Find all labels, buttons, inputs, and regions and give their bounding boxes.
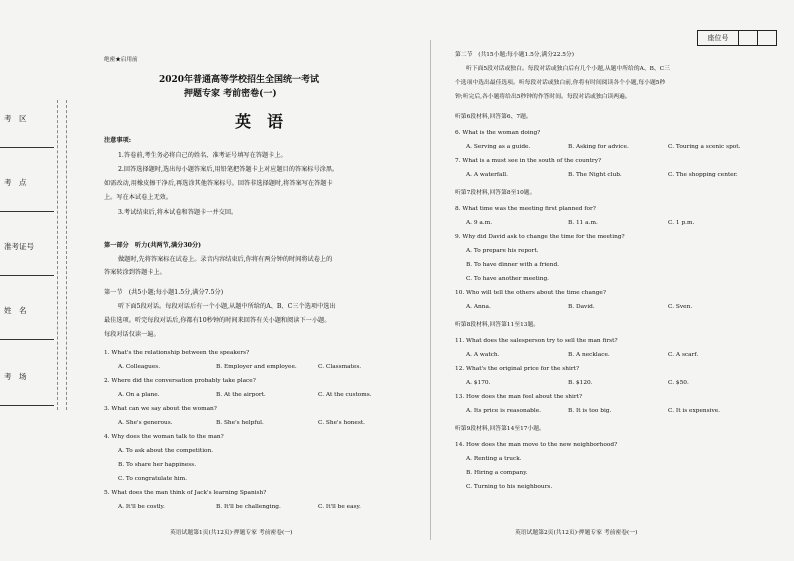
option-a: A. Colleagues. (118, 364, 161, 370)
option-a: A. $170. (466, 380, 491, 386)
question: 11. What does the salesperson try to sell the man first? (455, 338, 618, 344)
option-a: A. Its price is reasonable. (466, 408, 541, 414)
binding-line (66, 100, 67, 410)
exam-room-label: 考 场 (4, 372, 27, 381)
section2-desc: 个选项中选出最佳选项。听每段对话或独白前,你将有时间阅读各个小题,每小题5秒 (455, 80, 666, 86)
option-a: A. Renting a truck. (466, 456, 522, 462)
option-c: C. Touring a scenic spot. (668, 144, 741, 150)
option-a: A. She's generous. (118, 420, 173, 426)
option-a: A. To ask about the competition. (118, 448, 214, 454)
option-a: A. A waterfall. (466, 172, 509, 178)
question: 10. Who will tell the others about the time change? (455, 290, 606, 296)
binding-line (57, 100, 58, 410)
notice-item-2-cont: 上。写在本试卷上无效。 (104, 194, 173, 201)
option-b: B. It is too big. (568, 408, 612, 414)
option-c: C. Sven. (668, 304, 693, 310)
page-footer-left: 英语试题第1页(共12页)·押题专家 考前密卷(一) (170, 530, 293, 536)
material-intro: 听第6段材料,回答第6、7题。 (455, 114, 532, 120)
exam-subtitle: 押题专家 考前密卷(一) (184, 89, 277, 99)
section1-desc: 听下面5段对话。每段对话后有一个小题,从题中所给的A、B、C三个选项中选出 (118, 303, 336, 310)
exam-area-line (0, 147, 54, 148)
option-b: B. She's helpful. (216, 420, 264, 426)
exam-title: 2020年普通高等学校招生全国统一考试 (159, 75, 320, 85)
option-b: B. It'll be challenging. (216, 504, 281, 510)
option-b: B. 11 a.m. (568, 220, 598, 226)
section2-desc: 钟;听完后,各小题将给出5秒钟的作答时间。每段对话或独白读两遍。 (455, 94, 631, 100)
name-line (0, 339, 54, 340)
name-label: 姓 名 (4, 306, 27, 315)
option-c: C. A scarf. (668, 352, 699, 358)
option-a: A. To prepare his report. (466, 248, 539, 254)
option-b: B. Hiring a company. (466, 470, 528, 476)
notice-item-1: 1.答卷前,考生务必将自己的姓名、准考证号填写在答题卡上。 (118, 152, 287, 159)
section2-heading: 第二节 (共15小题;每小题1.5分,满分22.5分) (455, 52, 574, 58)
question: 9. Why did David ask to change the time for the meeting? (455, 234, 625, 240)
question: 6. What is the woman doing? (455, 130, 541, 136)
seat-number-label: 座位号 (698, 31, 739, 45)
notice-heading: 注意事项: (104, 137, 132, 144)
ticket-number-label: 准考证号 (4, 242, 34, 251)
section1-desc: 每段对话仅读一遍。 (104, 331, 160, 338)
option-b: B. To share her happiness. (118, 462, 197, 468)
seat-number-box (697, 30, 777, 46)
option-b: B. Asking for advice. (568, 144, 629, 150)
section1-heading: 第一节 (共5小题;每小题1.5分,满分7.5分) (104, 289, 224, 296)
candidate-info-strip (0, 105, 54, 407)
part1-desc: 做题时,先将答案标在试卷上。录音内容结束后,你将有两分钟的时间将试卷上的 (118, 256, 333, 263)
notice-item-2: 2.回答选择题时,选出每小题答案后,用铅笔把答题卡上对应题目的答案标号涂黑。 (118, 166, 339, 173)
seat-number-cell (739, 31, 758, 45)
question: 14. How does the man move to the new neighborhood? (455, 442, 618, 448)
page-footer-right: 英语试题第2页(共12页)·押题专家 考前密卷(一) (515, 530, 638, 536)
exam-area-label: 考 区 (4, 114, 27, 123)
option-c: C. It'll be easy. (318, 504, 361, 510)
exam-site-label: 考 点 (4, 178, 27, 187)
part1-heading: 第一部分 听力(共两节,满分30分) (104, 242, 202, 249)
seat-number-cell (758, 31, 776, 45)
question-5: 5. What does the man think of Jack's learning Spanish? (104, 490, 267, 496)
question: 13. How does the man feel about the shirt? (455, 394, 583, 400)
option-b: B. David. (568, 304, 595, 310)
section2-desc: 听下面5段对话或独白。每段对话或独白后有几个小题,从题中所给的A、B、C三 (466, 66, 670, 72)
question: 12. What's the original price for the shirt? (455, 366, 580, 372)
question-2: 2. Where did the conversation probably take place? (104, 378, 256, 384)
exam-room-line (0, 405, 54, 406)
question: 8. What time was the meeting first planned for? (455, 206, 596, 212)
option-c: C. Turning to his neighbours. (466, 484, 553, 490)
question-3: 3. What can we say about the woman? (104, 406, 217, 412)
material-intro: 听第9段材料,回答第14至17小题。 (455, 426, 545, 432)
option-c: C. It is expensive. (668, 408, 720, 414)
option-c: C. To congratulate him. (118, 476, 187, 482)
part1-desc: 答案转涂到答题卡上。 (104, 269, 166, 276)
option-a: A. Serving as a guide. (466, 144, 531, 150)
option-a: A. Anna. (466, 304, 491, 310)
option-c: C. $50. (668, 380, 689, 386)
exam-site-line (0, 211, 54, 212)
option-b: B. The Night club. (568, 172, 622, 178)
page-divider (430, 40, 431, 540)
ticket-number-line (0, 275, 54, 276)
option-b: B. To have dinner with a friend. (466, 262, 560, 268)
option-c: C. The shopping center. (668, 172, 738, 178)
material-intro: 听第8段材料,回答第11至13题。 (455, 322, 540, 328)
material-intro: 听第7段材料,回答第8至10题。 (455, 190, 536, 196)
section1-desc: 最佳选项。听完每段对话后,你都有10秒钟的时间来回答有关小题和阅读下一小题。 (104, 317, 331, 324)
option-b: B. $120. (568, 380, 593, 386)
notice-item-2-cont: 如需改动,用橡皮擦干净后,再选涂其他答案标号。回答非选择题时,将答案写在答题卡 (104, 180, 333, 187)
option-b: B. A necklace. (568, 352, 610, 358)
option-a: A. On a plane. (118, 392, 160, 398)
question-4: 4. Why does the woman talk to the man? (104, 434, 224, 440)
option-c: C. To have another meeting. (466, 276, 550, 282)
option-c: C. She's honest. (318, 420, 365, 426)
notice-item-3: 3.考试结束后,将本试卷和答题卡一并交回。 (118, 209, 238, 216)
option-a: A. A watch. (466, 352, 500, 358)
option-c: C. Classmates. (318, 364, 362, 370)
question-1: 1. What's the relationship between the speakers? (104, 350, 250, 356)
subject-title: 英 语 (235, 112, 284, 131)
option-b: B. At the airport. (216, 392, 266, 398)
option-c: C. 1 p.m. (668, 220, 695, 226)
confidential-mark: 绝密★启用前 (104, 57, 138, 63)
question: 7. What is a must see in the south of the country? (455, 158, 602, 164)
option-b: B. Employer and employee. (216, 364, 297, 370)
option-a: A. It'll be costly. (118, 504, 165, 510)
option-a: A. 9 a.m. (466, 220, 493, 226)
option-c: C. At the customs. (318, 392, 372, 398)
